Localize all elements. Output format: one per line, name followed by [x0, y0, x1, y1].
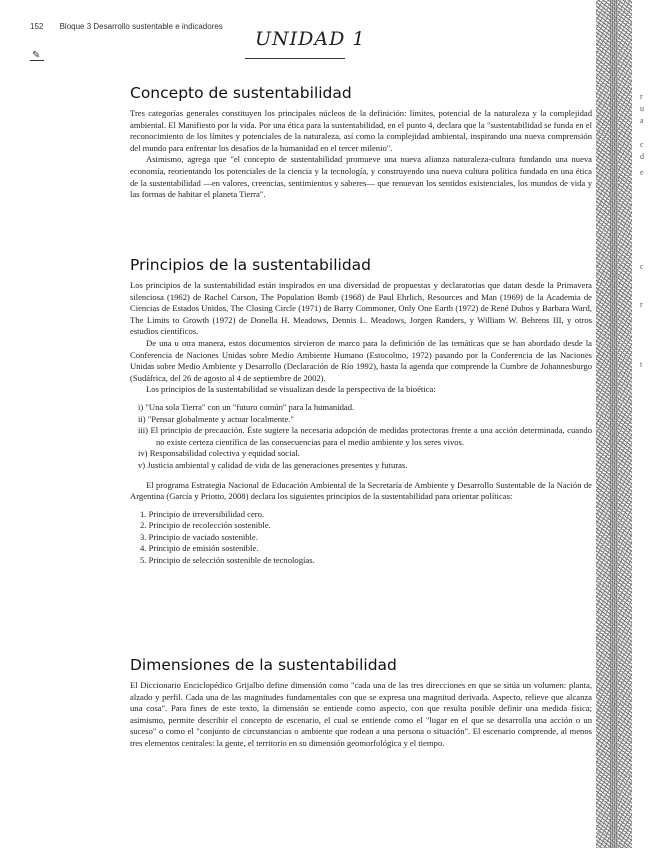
list-item: 1. Principio de irreversibilidad cero. — [140, 508, 265, 519]
handwritten-note: UNIDAD 1 — [255, 28, 366, 50]
margin-fragment: t — [640, 360, 643, 369]
paragraph: Asimismo, agrega que "el concepto de sustentabilidad promueve una nueva alianza naturaleza-cultura fundando una nueva economía, reorientando los potenciales de la ciencia y la tecnología, y construyendo una nueva cultura política fundada en una ética de la sustentabilidad —en valores, creencias, sentimientos y saberes— que renuevan los sentidos existenciales, los mundos de vida y las formas de habitar el planeta Tierra". — [130, 154, 592, 200]
margin-fragment: u — [640, 104, 644, 113]
list-item: v) Justicia ambiental y calidad de vida de las generaciones presentes y futuras. — [138, 459, 408, 470]
paragraph: Los principios de la sustentabilidad se visualizan desde la perspectiva de la bioética: — [146, 384, 436, 395]
section-dimensiones — [130, 656, 592, 750]
section-title: Dimensiones de la sustentabilidad — [130, 656, 397, 674]
list-item: 5. Principio de selección sostenible de tecnologías. — [140, 555, 315, 566]
handwritten-underline — [245, 58, 345, 59]
margin-fragment: a — [640, 116, 644, 125]
margin-fragment: r — [640, 300, 643, 309]
list-item: ii) "Pensar globalmente y actuar localmente." — [138, 413, 294, 424]
paragraph: El Diccionario Enciclopédico Grijalbo define dimensión como "cada una de las tres direcciones en que se sitúa un volumen: planta, alzado y perfil. Cada una de las magnitudes fundamentales con que se expresa una magnitud derivada. Aspecto, relieve que alcanza una cosa". Para fines de este texto, la dimensión se entiende como aspecto, con que resulta posible definir una medida física; asimismo, permite describir el concepto de escenario, el cual se entiende como el "lugar en el que se desarrolla una acción o un suceso" o como el "conjunto de circunstancias o ambiente que rodean a una persona o situación". El escenario comprende, al menos tres elementos centrales: la gente, el territorio en su dimensión geomorfológica y el tiempo. — [130, 680, 592, 748]
bloque-logo-icon: ✎ — [32, 50, 41, 61]
section-title: Principios de la sustentabilidad — [130, 256, 371, 274]
bioethics-list — [130, 402, 592, 472]
margin-fragment: r — [640, 92, 643, 101]
margin-fragment: e — [640, 168, 644, 177]
section-concepto — [130, 84, 592, 201]
list-item: 4. Principio de emisión sostenible. — [140, 543, 259, 554]
list-item: 3. Principio de vaciado sostenible. — [140, 531, 258, 542]
list-item: 2. Principio de recolección sostenible. — [140, 520, 271, 531]
running-header — [30, 22, 223, 31]
list-item: i) "Una sola Tierra" con un "futuro común" para la humanidad. — [138, 401, 355, 412]
list-item: iv) Responsabilidad colectiva y equidad social. — [138, 448, 300, 459]
principles-list — [130, 509, 592, 567]
paragraph: Los principios de la sustentabilidad están inspirados en una diversidad de propuestas y declaratorias que datan desde la Primavera silenciosa (1962) de Rachel Carson, The Population Bomb (1968) de Paul Ehrlich, Resources and Man (1969) de la Academia de Ciencias de Estados Unidos, The Closing Circle (1971) de Barry Commoner, Only One Earth (1972) de René Dubos y Barbara Ward, The Limits to Growth (1972) de Donella H. Meadows, Dennis L. Meadows, Jorgen Randers, y William W. Behrens III, y otros estudios científicos. — [130, 280, 592, 337]
paragraph: Tres categorías generales constituyen los principales núcleos de la definición: límites, potencial de la naturaleza y la complejidad ambiental. El Manifiesto por la vida. Por una ética para la sustentabilidad, en el punto 4, declara que la "sustentabilidad se funda en el reconocimiento de los límites y potenciales de la naturaleza, así como la complejidad ambiental, inspirando una nueva comprensión del mundo para enfrentar los desafíos de la humanidad en el tercer milenio". — [130, 108, 592, 153]
margin-fragment: d — [640, 152, 644, 161]
margin-fragment: c — [640, 140, 644, 149]
running-title: Bloque 3 Desarrollo sustentable e indicadores — [59, 22, 223, 31]
paragraph: El programa Estrategia Nacional de Educación Ambiental de la Secretaría de Ambiente y Desarrollo Sustentable de la Nación de Argentina (García y Priotto, 2008) declara los siguientes principios de la sustentabilidad para orientar políticas: — [130, 479, 592, 502]
section-principios — [130, 256, 592, 567]
list-item: iii) El principio de precaución. Éste sugiere la necesaria adopción de medidas protectoras frente a una acción determinada, cuando no existe certeza científica de las consecuencias para el medio ambiente y los seres vivos. — [138, 425, 592, 447]
page-number: 152 — [30, 22, 44, 31]
section-title: Concepto de sustentabilidad — [130, 84, 352, 102]
paragraph: De una u otra manera, estos documentos sirvieron de marco para la definición de las temáticas que se han abordado desde la Conferencia de Naciones Unidas sobre Medio Ambiente Humano (Estocolmo, 1972) pasando por la Conferencia de las Naciones Unidas sobre Medio Ambiente y Desarrollo (Declaración de Río 1992), hasta la agenda que comprende la Cumbre de Johannesburgo (Sudáfrica, del 26 de agosto al 4 de septiembre de 2002). — [130, 337, 592, 383]
margin-fragment: c — [640, 262, 644, 271]
scan-binding-noise — [596, 0, 632, 848]
